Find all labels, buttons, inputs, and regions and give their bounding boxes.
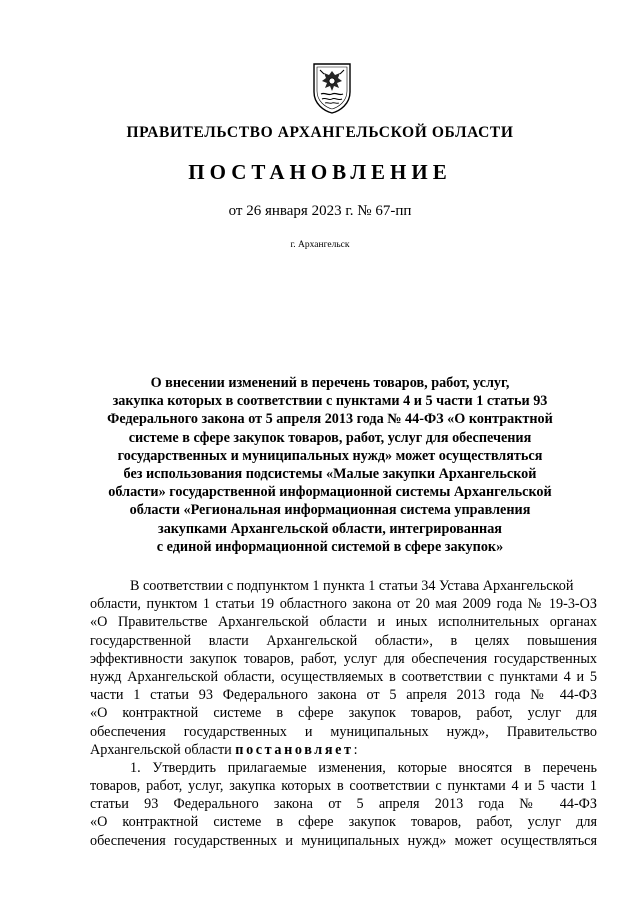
title-line: государственных и муниципальных нужд» может осуществляться xyxy=(117,447,543,464)
item-1-line: 1. Утвердить прилагаемые изменения, которые вносятся в перечень xyxy=(130,759,597,776)
document-type: ПОСТАНОВЛЕНИЕ xyxy=(188,160,452,184)
title-line: области» государственной информационной системы Архангельской xyxy=(108,484,552,501)
resolves-line xyxy=(90,741,597,759)
preamble-line: области, пунктом 1 статьи 19 областного закона от 20 мая 2009 года № 19-3-ОЗ xyxy=(90,596,597,613)
item-1-line: обеспечения государственных и муниципальных нужд» может осуществляться xyxy=(90,832,597,849)
preamble-line: нужд Архангельской области, осуществляемых в соответствии с пунктами 4 и 5 xyxy=(90,668,597,685)
title-line: закупка которых в соответствии с пунктами 4 и 5 части 1 статьи 93 xyxy=(112,393,548,410)
preamble-line: В соответствии с подпунктом 1 пункта 1 статьи 34 Устава Архангельской xyxy=(130,578,574,594)
preamble-line: «О контрактной системе в сфере закупок товаров, работ, услуг для xyxy=(90,705,597,722)
coat-of-arms-emblem-icon xyxy=(312,62,352,114)
item-1-line: статьи 93 Федерального закона от 5 апреля 2013 года № 44-ФЗ xyxy=(90,796,597,813)
document-title xyxy=(100,374,560,556)
preamble-line: государственной власти Архангельской области», в целях повышения xyxy=(90,632,597,649)
title-line: с единой информационной системой в сфере закупок» xyxy=(156,538,504,555)
preamble-line: «О Правительстве Архангельской области и иных исполнительных органах xyxy=(90,614,597,631)
resolves-suffix: : xyxy=(353,741,358,758)
organization-name: ПРАВИТЕЛЬСТВО АРХАНГЕЛЬСКОЙ ОБЛАСТИ xyxy=(126,124,514,141)
document-city: г. Архангельск xyxy=(290,240,350,250)
item-1-line: товаров, работ, услуг, закупка которых в соответствии с пунктами 4 и 5 части 1 xyxy=(90,778,597,795)
document-body xyxy=(90,577,597,850)
title-line: без использования подсистемы «Малые закупки Архангельской xyxy=(123,466,537,483)
title-line: области «Региональная информационная система управления xyxy=(129,502,531,519)
title-line: закупками Архангельской области, интегрированная xyxy=(158,520,502,537)
preamble-line: эффективности закупок товаров, работ, услуг для обеспечения государственных xyxy=(90,650,597,667)
item-1-line: «О контрактной системе в сфере закупок товаров, работ, услуг для xyxy=(90,814,597,831)
title-line: системе в сфере закупок товаров, работ, услуг для обеспечения xyxy=(128,429,532,446)
resolves-word: постановляет xyxy=(235,741,354,758)
title-line: О внесении изменений в перечень товаров, работ, услуг, xyxy=(150,375,510,391)
preamble-line: обеспечения государственных и муниципальных нужд», Правительство xyxy=(90,723,597,740)
document-date-number: от 26 января 2023 г. № 67-пп xyxy=(228,203,412,219)
preamble-line: части 1 статьи 93 Федерального закона от 5 апреля 2013 года № 44-ФЗ xyxy=(90,687,597,704)
resolves-prefix: Архангельской области xyxy=(90,741,232,758)
title-line: Федерального закона от 5 апреля 2013 года № 44-ФЗ «О контрактной xyxy=(107,411,553,428)
